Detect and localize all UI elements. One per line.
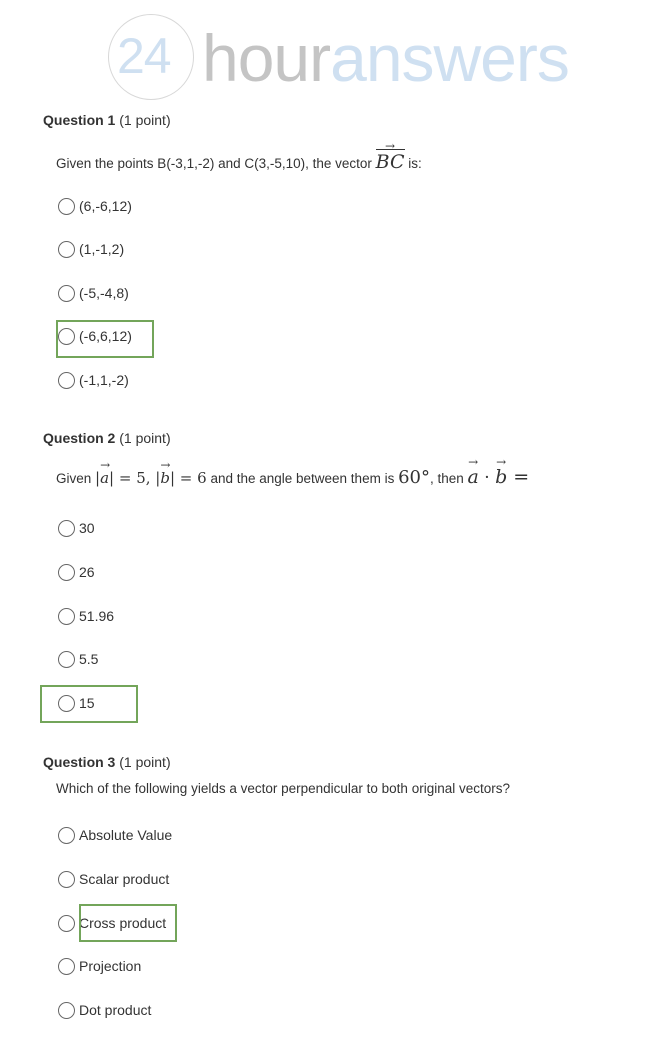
q2-option-3[interactable]: [58, 606, 114, 626]
option-label: Cross product: [79, 915, 167, 931]
q1-option-2[interactable]: [58, 239, 124, 259]
option-label: (1,-1,2): [79, 241, 125, 257]
q1-option-3[interactable]: [58, 283, 129, 303]
logo-word: [202, 20, 569, 96]
question-1-prompt: [56, 139, 422, 173]
radio-button[interactable]: [58, 871, 75, 888]
q3-option-2[interactable]: [58, 869, 169, 889]
option-label: (-6,6,12): [79, 328, 132, 344]
magnitude-a-value: = 5,: [118, 469, 151, 487]
q2-option-4[interactable]: [58, 649, 98, 669]
option-label: (-5,-4,8): [79, 285, 129, 301]
q2-option-1[interactable]: [58, 518, 95, 538]
dot-a-label: a: [467, 466, 479, 488]
question-1-header: [43, 112, 171, 128]
radio-button[interactable]: [58, 651, 75, 668]
logo-word-hour: hour: [202, 21, 331, 95]
question-2-header: [43, 430, 171, 446]
radio-button[interactable]: [58, 958, 75, 975]
question-2-prompt-start: Given: [56, 471, 96, 486]
option-label: Dot product: [79, 1002, 152, 1018]
radio-button[interactable]: [58, 1002, 75, 1019]
question-3-title: Question 3: [43, 754, 116, 770]
radio-button[interactable]: [58, 241, 75, 258]
radio-button[interactable]: [58, 520, 75, 537]
q3-option-5[interactable]: [58, 1000, 151, 1020]
magnitude-b-math: | → b| = 6: [150, 458, 207, 487]
option-label: 5.5: [79, 651, 99, 667]
option-label: 15: [79, 695, 95, 711]
question-3-prompt: Which of the following yields a vector perpendicular to both original vectors?: [56, 781, 510, 796]
q1-option-5[interactable]: [58, 370, 129, 390]
magnitude-a-math: | → a| = 5,: [95, 458, 151, 487]
radio-button[interactable]: [58, 915, 75, 932]
option-label: (6,-6,12): [79, 198, 132, 214]
magnitude-b-value: = 6: [179, 469, 207, 487]
option-label: (-1,1,-2): [79, 372, 129, 388]
q3-option-1[interactable]: [58, 825, 172, 845]
q1-option-1[interactable]: [58, 196, 132, 216]
radio-button[interactable]: [58, 827, 75, 844]
option-label: 51.96: [79, 608, 115, 624]
dot-b-math: → b: [495, 455, 508, 488]
q2-option-2[interactable]: [58, 562, 95, 582]
question-3-header: [43, 754, 171, 770]
question-2-prompt-mid: and the angle between them is: [206, 471, 399, 486]
question-2-prompt: Given | → a| = 5, | → b| = 6 and the angle between them is 60°, then → a · → b =: [56, 455, 530, 488]
question-2-title: Question 2: [43, 430, 116, 446]
option-label: 30: [79, 520, 95, 536]
logo: [108, 12, 648, 102]
logo-number: 24: [117, 28, 171, 84]
radio-button[interactable]: [58, 198, 75, 215]
question-2-prompt-mid2: , then: [429, 471, 468, 486]
radio-button[interactable]: [58, 564, 75, 581]
angle-math: 60°: [398, 467, 430, 488]
dot-b-label: b: [495, 466, 508, 488]
radio-button[interactable]: [58, 372, 75, 389]
question-1-title: Question 1: [43, 112, 116, 128]
q3-answer-highlight: [79, 904, 177, 942]
dot-a-math: → a: [467, 455, 479, 488]
radio-button[interactable]: [58, 285, 75, 302]
q2-answer-highlight: [40, 685, 138, 723]
option-label: Scalar product: [79, 871, 170, 887]
vector-bc-label: BC: [375, 151, 405, 173]
question-3-points: (1 point): [119, 754, 171, 770]
option-label: 26: [79, 564, 95, 580]
logo-word-answers: answers: [330, 21, 569, 95]
question-1-prompt-end: is:: [404, 156, 422, 171]
vector-bc-math: → BC: [375, 139, 405, 173]
q1-answer-highlight: [56, 320, 154, 358]
q3-option-4[interactable]: [58, 956, 141, 976]
option-label: Absolute Value: [79, 827, 173, 843]
question-1-prompt-start: Given the points B(-3,1,-2) and C(3,-5,10), the vector: [56, 156, 376, 171]
radio-button[interactable]: [58, 608, 75, 625]
question-2-points: (1 point): [119, 430, 171, 446]
equals-sign: =: [513, 466, 530, 488]
question-1-points: (1 point): [119, 112, 171, 128]
option-label: Projection: [79, 958, 142, 974]
